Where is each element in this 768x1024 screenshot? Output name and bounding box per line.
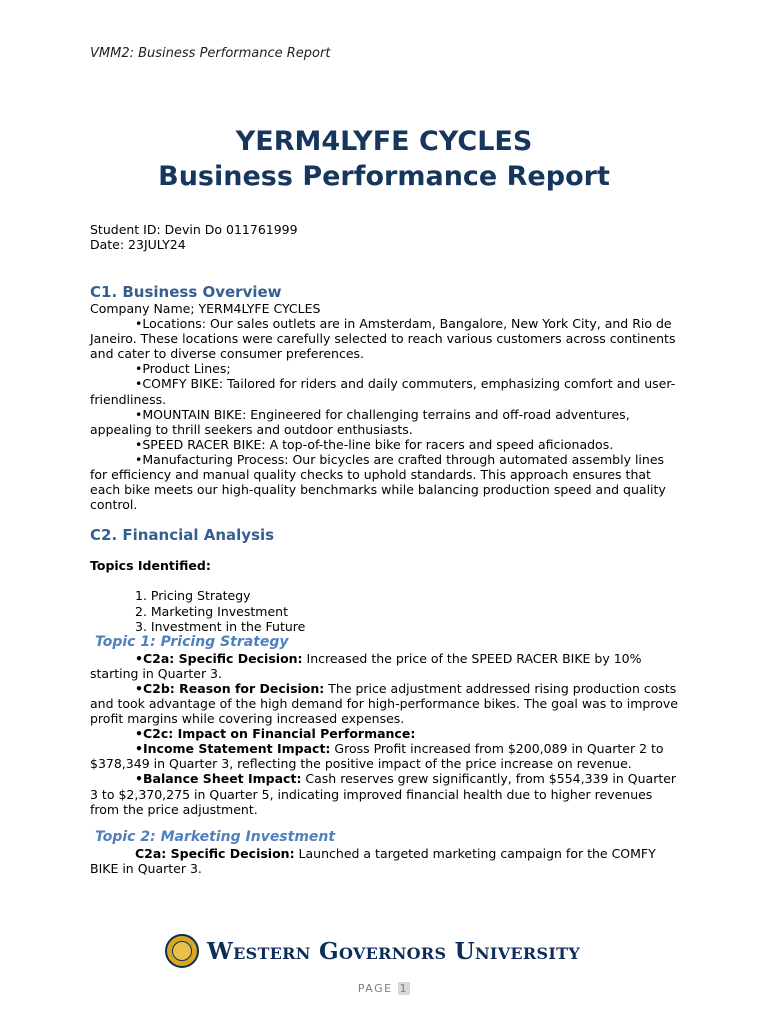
product-lines-label: •Product Lines; (135, 361, 231, 377)
topic2-c2a (90, 846, 680, 876)
page-number (0, 982, 768, 995)
company-name: Company Name; YERM4LYFE CYCLES (90, 301, 321, 316)
comfy-bike-paragraph: •COMFY BIKE: Tailored for riders and daily commuters, emphasizing comfort and user-friendliness. (90, 376, 676, 407)
title-company: YERM4LYFE CYCLES (235, 126, 533, 157)
wgu-seal-icon (165, 934, 199, 968)
topic1-heading: Topic 1: Pricing Strategy (95, 633, 289, 650)
spacer (90, 817, 680, 829)
topic1-c2b-text: The price adjustment addressed rising production costs and took advantage of the high demand for high-performance bikes. The goal was to improve profit margins while covering increased expenses. (90, 680, 678, 727)
topic1-c2c-label: •C2c: Impact on Financial Performance: (135, 726, 416, 742)
section-heading-c2: C2. Financial Analysis (90, 526, 275, 545)
topic1-c2a-label: •C2a: Specific Decision: (135, 650, 303, 666)
topic2-heading: Topic 2: Marketing Investment (95, 828, 336, 845)
topic-list (135, 588, 680, 633)
topic2-c2a-text: Launched a targeted marketing campaign for the COMFY BIKE in Quarter 3. (90, 845, 656, 876)
topic1-c2b-label: •C2b: Reason for Decision: (135, 680, 325, 696)
wgu-logo (165, 932, 585, 970)
list-item: 1. Pricing Strategy (135, 588, 251, 604)
topic1-c2a (90, 651, 680, 681)
topic1-c2c (90, 726, 680, 741)
topic1-income-text: Gross Profit increased from $200,089 in Quarter 2 to $378,349 in Quarter 3, reflecting the positive impact of the price increase on revenue. (90, 741, 664, 772)
topic1-income-label: •Income Statement Impact: (135, 741, 331, 757)
running-header: VMM2: Business Performance Report (90, 46, 331, 61)
topic2-c2a-label: C2a: Specific Decision: (135, 845, 295, 861)
locations-paragraph: •Locations: Our sales outlets are in Amsterdam, Bangalore, New York City, and Rio de Janeiro. These locations were carefully selected to reach various customers across continents and cater to diverse consumer preferences. (90, 316, 676, 362)
speed-racer-paragraph: •SPEED RACER BIKE: A top-of-the-line bike for racers and speed aficionados. (135, 436, 614, 452)
seal-inner (172, 941, 192, 961)
mountain-bike-paragraph: •MOUNTAIN BIKE: Engineered for challenging terrains and off-road adventures, appealing to thrill seekers and outdoor enthusiasts. (90, 406, 630, 437)
topics-label: Topics Identified: (90, 558, 211, 574)
topic1-income (90, 741, 680, 771)
topic1-balance (90, 771, 680, 816)
section-heading-c1: C1. Business Overview (90, 283, 282, 301)
page-label: PAGE (357, 982, 393, 995)
list-item: 2. Marketing Investment (135, 603, 288, 619)
manufacturing-paragraph: •Manufacturing Process: Our bicycles are crafted through automated assembly lines for efficiency and manual quality checks to uphold standards. This approach ensures that each bike meets our high-quality benchmarks while balancing production speed and quality control. (90, 451, 666, 513)
topic1-c2b (90, 681, 680, 726)
wgu-wordmark: Western Governors University (207, 937, 581, 965)
page-number-value: 1 (399, 982, 409, 995)
topic1-balance-text: Cash reserves grew significantly, from $554,339 in Quarter 3 to $2,370,275 in Quarter 5, indicating improved financial health due to higher revenues from the price adjustment. (90, 771, 677, 817)
topic1-balance-label: •Balance Sheet Impact: (135, 771, 302, 787)
student-id: Student ID: Devin Do 011761999 (90, 222, 298, 237)
report-title (0, 124, 768, 194)
student-meta (90, 222, 298, 252)
list-item: 3. Investment in the Future (135, 618, 306, 634)
topic1-c2a-text: Increased the price of the SPEED RACER BIKE by 10% starting in Quarter 3. (90, 650, 642, 681)
title-report: Business Performance Report (158, 161, 610, 192)
report-date: Date: 23JULY24 (90, 237, 186, 252)
report-body (90, 283, 680, 876)
